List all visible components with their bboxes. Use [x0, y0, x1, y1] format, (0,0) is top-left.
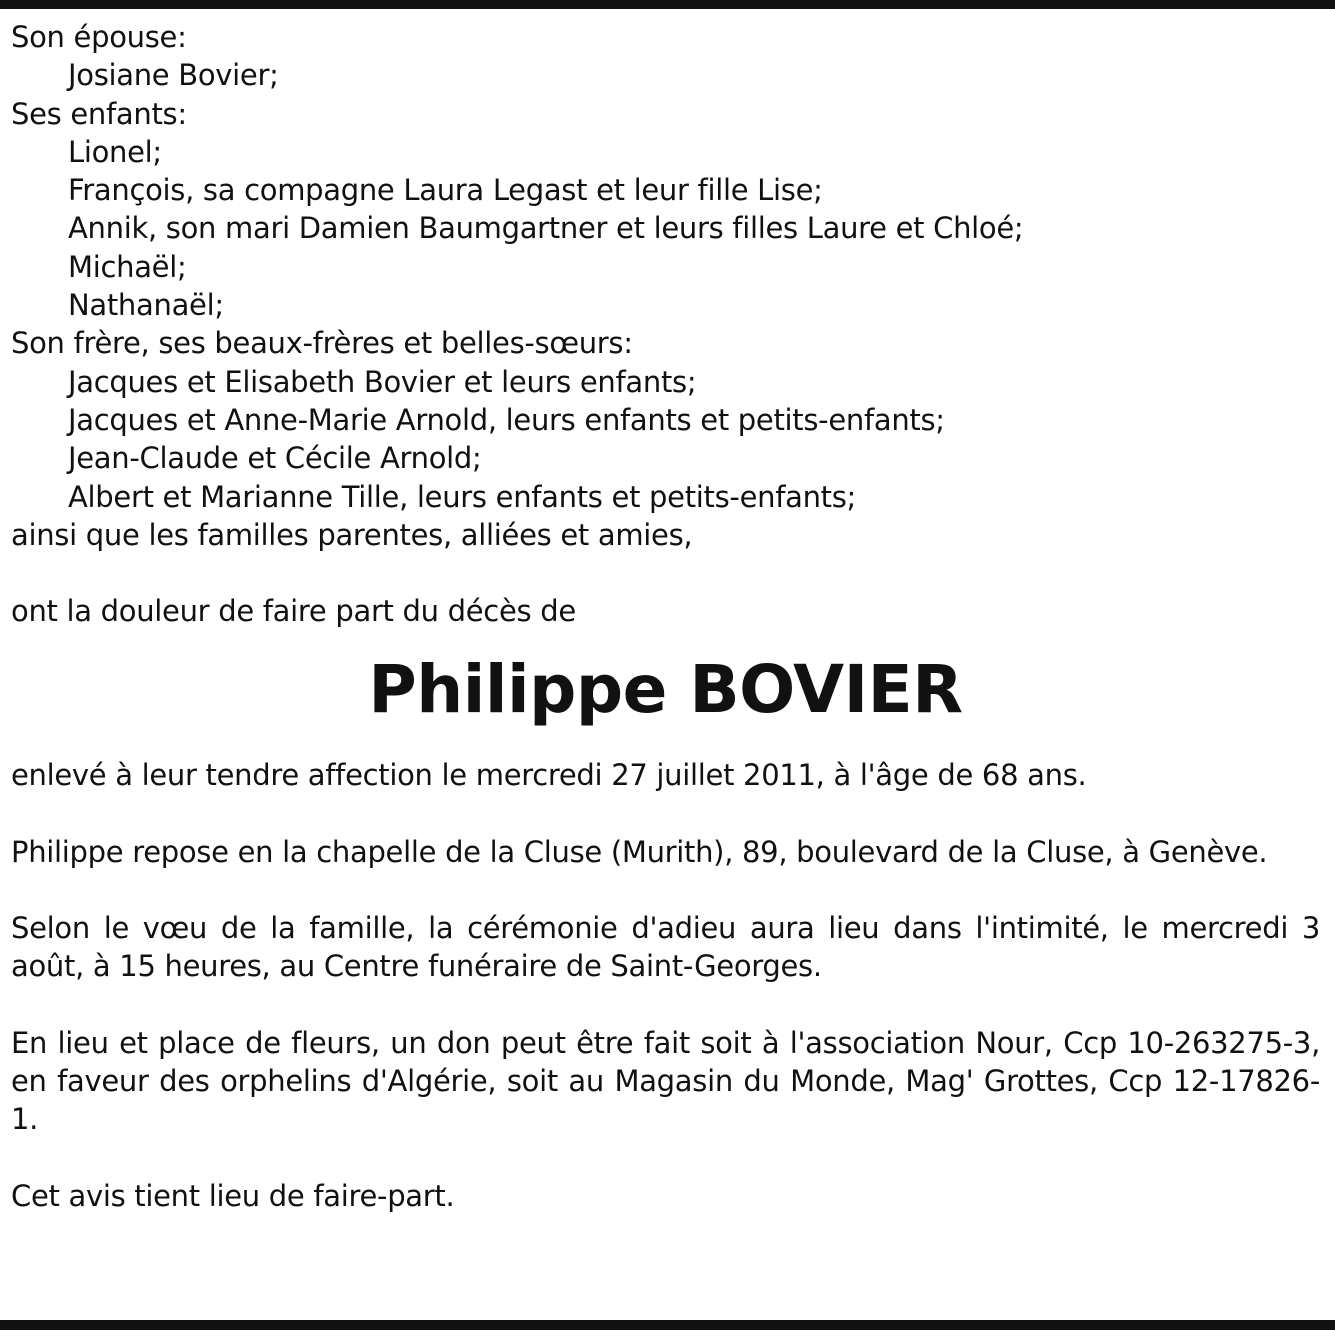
child-entry: François, sa compagne Laura Legast et leur fille Lise;	[68, 173, 823, 208]
top-border-rule	[0, 0, 1335, 9]
child-entry: Annik, son mari Damien Baumgartner et leurs filles Laure et Chloé;	[68, 211, 1024, 246]
closing-note: Cet avis tient lieu de faire-part.	[11, 1178, 455, 1213]
spouse-heading: Son épouse:	[11, 20, 187, 54]
child-entry: Nathanaël;	[68, 288, 224, 323]
sibling-entry: Jean-Claude et Cécile Arnold;	[68, 441, 482, 476]
death-date-paragraph: enlevé à leur tendre affection le mercredi 27 juillet 2011, à l'âge de 68 ans.	[11, 758, 1087, 793]
deceased-name: Philippe BOVIER	[368, 651, 963, 729]
child-entry: Lionel;	[68, 134, 162, 169]
children-heading: Ses enfants:	[11, 96, 187, 131]
siblings-heading: Son frère, ses beaux-frères et belles-sœurs:	[11, 326, 633, 361]
ceremony-paragraph: Selon le vœu de la famille, la cérémonie d'adieu aura lieu dans l'intimité, le mercredi 3 août, à 15 heures, au Centre funéraire de Saint-Georges.	[11, 911, 1320, 984]
spouse-name: Josiane Bovier;	[68, 58, 279, 93]
child-entry: Michaël;	[68, 249, 187, 284]
announcement-intro: ont la douleur de faire part du décès de	[11, 594, 576, 629]
chapel-paragraph: Philippe repose en la chapelle de la Cluse (Murith), 89, boulevard de la Cluse, à Genève.	[11, 834, 1268, 869]
family-closing: ainsi que les familles parentes, alliées et amies,	[11, 517, 693, 552]
donation-paragraph: En lieu et place de fleurs, un don peut être fait soit à l'association Nour, Ccp 10-263275-3, en faveur des orphelins d'Algérie, soit au Magasin du Monde, Mag' Grottes, Ccp 12-17826-1.	[11, 1025, 1320, 1137]
bottom-border-rule	[0, 1320, 1335, 1330]
obituary-notice	[11, 18, 1320, 1215]
sibling-entry: Jacques et Anne-Marie Arnold, leurs enfants et petits-enfants;	[68, 402, 945, 437]
sibling-entry: Albert et Marianne Tille, leurs enfants et petits-enfants;	[68, 479, 857, 514]
sibling-entry: Jacques et Elisabeth Bovier et leurs enfants;	[68, 364, 697, 399]
